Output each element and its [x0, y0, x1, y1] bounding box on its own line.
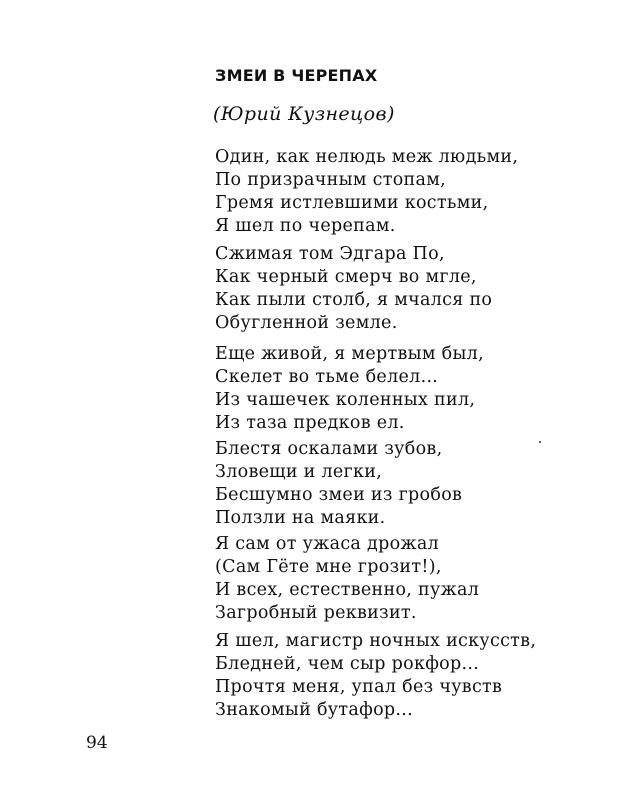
- verse-line: Знакомый бутафор...: [215, 700, 414, 720]
- verse-line: Прочтя меня, упал без чувств: [215, 677, 503, 697]
- verse-line: Зловещи и легки,: [215, 462, 383, 482]
- verse-line: Бледней, чем сыр рокфор...: [215, 654, 480, 674]
- verse-line: Как пыли столб, я мчался по: [215, 290, 493, 310]
- verse-line: Блестя оскалами зубов,: [215, 439, 443, 459]
- stanza-5: [215, 533, 479, 625]
- verse-line: Из таза предков ел.: [215, 413, 405, 433]
- stanza-2: [215, 243, 492, 335]
- verse-line: Гремя истлевшими костьми,: [215, 193, 489, 213]
- verse-line: По призрачным стопам,: [215, 170, 446, 190]
- verse-line: Сжимая том Эдгара По,: [215, 244, 445, 264]
- verse-line: Обугленной земле.: [215, 313, 398, 333]
- verse-line: Скелет во тьме белел...: [215, 367, 439, 387]
- verse-line: И всех, естественно, пужал: [215, 580, 480, 600]
- verse-line: Как черный смерч во мгле,: [215, 267, 477, 287]
- stanza-1: [215, 146, 518, 238]
- verse-line: Я сам от ужаса дрожал: [215, 534, 439, 554]
- verse-line: Я шел по черепам.: [215, 216, 396, 236]
- stanza-6: [215, 630, 536, 722]
- verse-line: Загробный реквизит.: [215, 603, 417, 623]
- verse-line: (Сам Гёте мне грозит!),: [215, 557, 442, 577]
- poem-title: ЗМЕИ В ЧЕРЕПАХ: [215, 66, 378, 85]
- stanza-4: [215, 438, 462, 530]
- print-speck: [539, 441, 541, 443]
- verse-line: Из чашечек коленных пил,: [215, 390, 476, 410]
- verse-line: Бесшумно змеи из гробов: [215, 485, 463, 505]
- stanza-3: [215, 343, 484, 435]
- page-number: 94: [86, 733, 108, 753]
- verse-line: Я шел, магистр ночных искусств,: [215, 631, 537, 651]
- verse-line: Еще живой, я мертвым был,: [215, 344, 484, 364]
- poem-author: (Юрий Кузнецов): [213, 103, 395, 125]
- verse-line: Один, как нелюдь меж людьми,: [215, 147, 519, 167]
- verse-line: Ползли на маяки.: [215, 508, 386, 528]
